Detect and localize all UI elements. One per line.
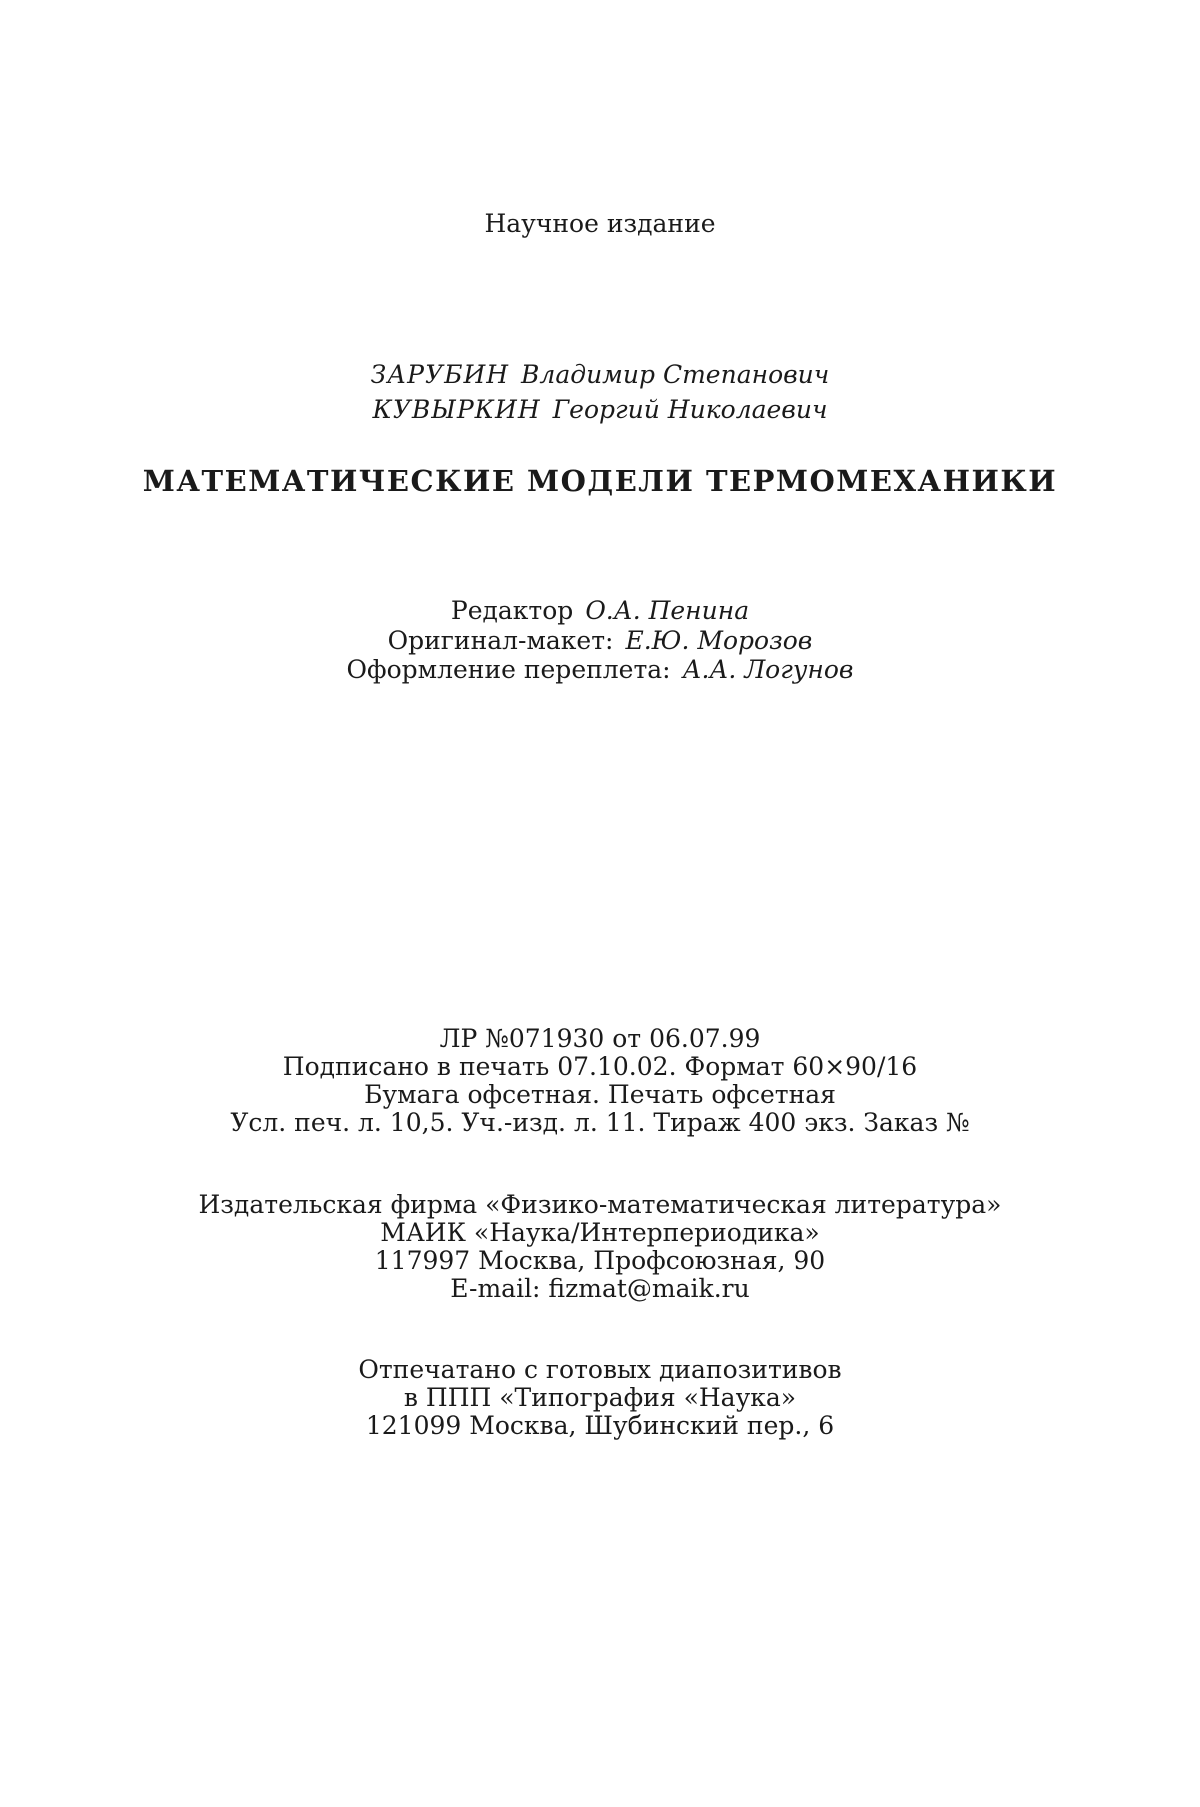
credit-cover — [0, 655, 1200, 685]
credit-cover-name: А.А. Логунов — [682, 655, 854, 684]
credit-layout — [0, 626, 1200, 656]
printer-address: 121099 Москва, Шубинский пер., 6 — [365, 1411, 835, 1440]
credit-cover-role: Оформление переплета: — [346, 655, 671, 684]
publisher-address: 117997 Москва, Профсоюзная, 90 — [374, 1246, 826, 1275]
credit-layout-role: Оригинал-макет: — [387, 626, 614, 655]
author-1-given-name: Владимир Степанович — [521, 360, 830, 389]
publisher-group: МАИК «Наука/Интерпериодика» — [380, 1218, 820, 1247]
credit-editor — [0, 596, 1200, 626]
author-2-given-name: Георгий Николаевич — [552, 395, 828, 424]
credit-editor-name: О.А. Пенина — [585, 596, 750, 625]
credit-layout-name: Е.Ю. Морозов — [625, 626, 813, 655]
author-2-surname: КУВЫРКИН — [372, 395, 541, 424]
imprint-line-run: Усл. печ. л. 10,5. Уч.-изд. л. 11. Тираж 400 экз. Заказ № — [230, 1108, 970, 1137]
imprint-line-license: ЛР №071930 от 06.07.99 — [439, 1024, 761, 1053]
edition-type: Научное издание — [484, 209, 716, 238]
printer-note: Отпечатано с готовых диапозитивов — [358, 1355, 842, 1384]
imprint-line-signed: Подписано в печать 07.10.02. Формат 60×90/16 — [282, 1052, 918, 1081]
book-title: МАТЕМАТИЧЕСКИЕ МОДЕЛИ ТЕРМОМЕХАНИКИ — [142, 464, 1058, 498]
author-line-1 — [0, 360, 1200, 390]
credit-editor-role: Редактор — [450, 596, 574, 625]
author-1-surname: ЗАРУБИН — [370, 360, 510, 389]
author-line-2 — [0, 395, 1200, 425]
publisher-name: Издательская фирма «Физико-математическая литература» — [198, 1190, 1002, 1219]
printer-name: в ППП «Типография «Наука» — [403, 1383, 797, 1412]
imprint-line-paper: Бумага офсетная. Печать офсетная — [364, 1080, 836, 1109]
publisher-email: E-mail: fizmat@maik.ru — [450, 1274, 750, 1303]
